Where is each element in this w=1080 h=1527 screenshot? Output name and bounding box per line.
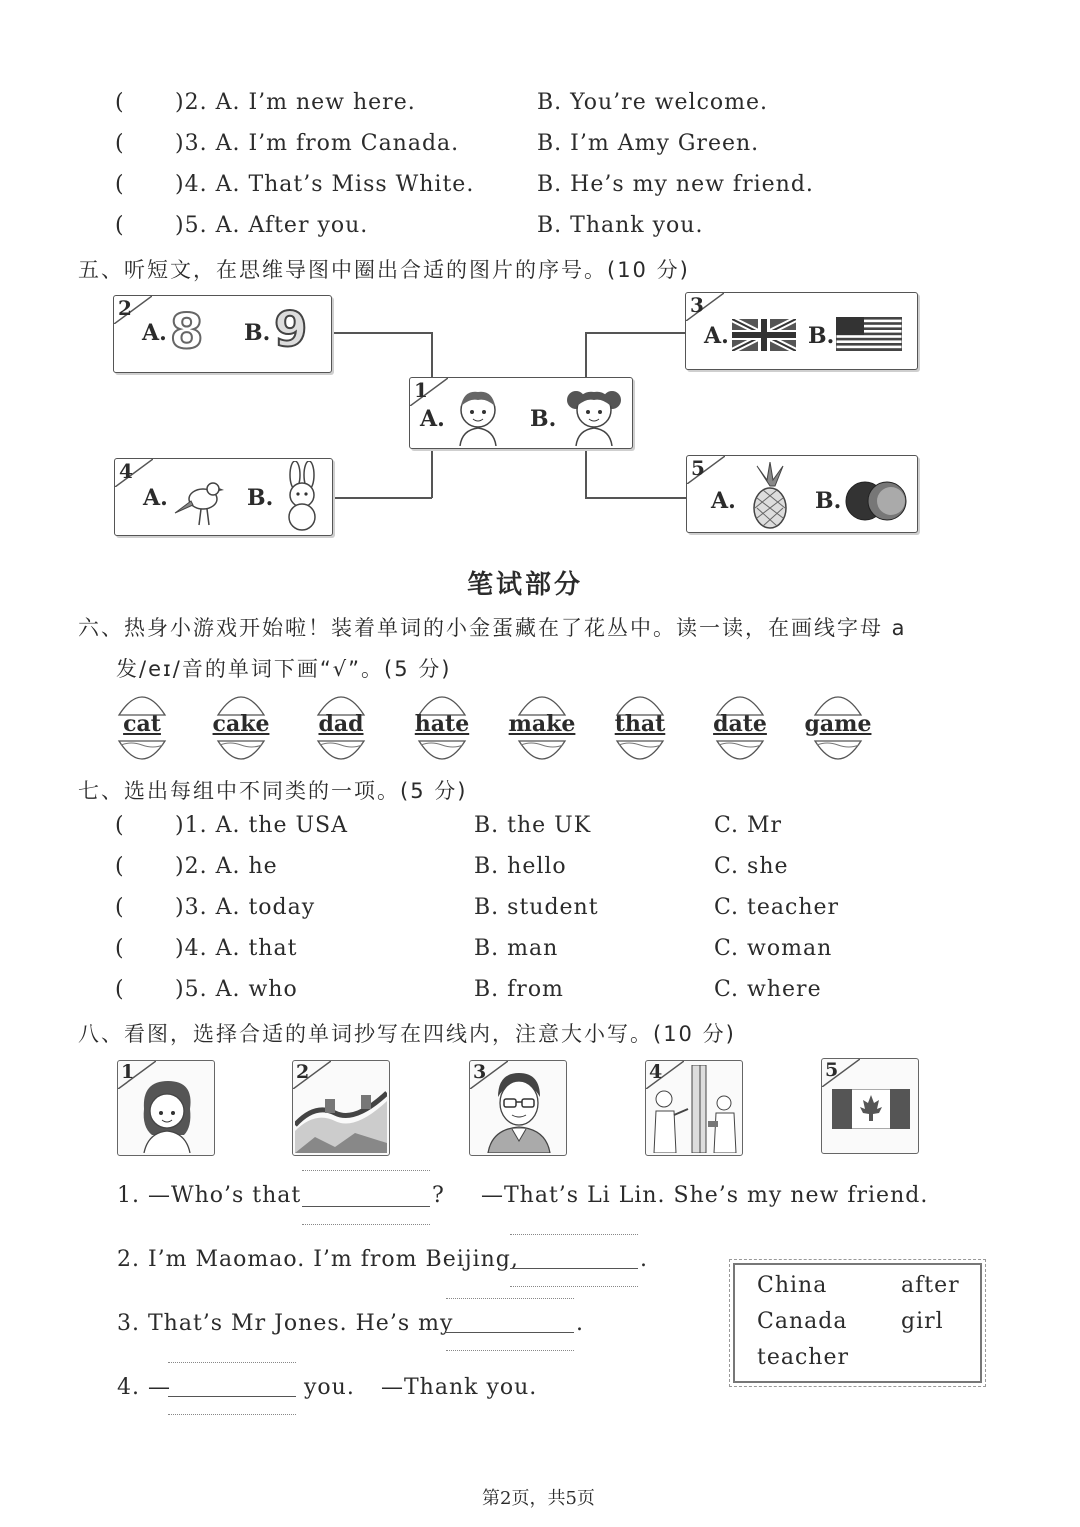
rabbit-icon (275, 461, 327, 533)
box-number: 1 (414, 378, 428, 402)
option-a-label[interactable]: A. (420, 406, 445, 432)
option-a: )2. A. he (175, 854, 278, 879)
man-with-glasses-icon (482, 1067, 556, 1153)
sentence-4-start: 4. — (117, 1375, 171, 1400)
section5-heading: 五、听短文，在思维导图中圈出合适的图片的序号。(10 分) (78, 258, 690, 282)
option-b-label[interactable]: B. (244, 320, 271, 346)
picture-4 (645, 1060, 743, 1156)
answer-paren[interactable]: ( (115, 813, 125, 838)
option-a-label[interactable]: A. (704, 323, 729, 349)
mindmap-box-2 (113, 295, 332, 373)
bird-icon (173, 473, 225, 529)
sentence-4-reply: —Thank you. (381, 1375, 538, 1400)
girl-icon (562, 382, 626, 446)
writing-guide-line (446, 1298, 574, 1299)
question-5-b: B. Thank you. (537, 213, 704, 238)
picture-1 (117, 1060, 215, 1156)
connector (585, 497, 686, 499)
question-4-b: B. He’s my new friend. (537, 172, 814, 197)
answer-blank-3[interactable] (446, 1316, 574, 1333)
section6-heading-line2: 发/eɪ/音的单词下画“√”。(5 分) (116, 657, 452, 681)
option-c: C. Mr (714, 813, 783, 838)
option-b: B. the UK (474, 813, 592, 838)
option-a-label[interactable]: A. (142, 320, 167, 346)
word-bank-item: after (901, 1273, 960, 1298)
sentence-1-reply: —That’s Li Lin. She’s my new friend. (481, 1183, 929, 1208)
picture-3 (469, 1060, 567, 1156)
boy-icon (450, 384, 506, 446)
written-part-title: 笔试部分 (467, 570, 584, 600)
option-b: B. student (474, 895, 599, 920)
connector (585, 332, 587, 378)
connector (431, 332, 433, 378)
question-2-a: )2. A. I’m new here. (175, 90, 416, 115)
option-a-label[interactable]: A. (143, 485, 168, 511)
box-number: 4 (119, 459, 133, 483)
egg-word[interactable]: cat (123, 711, 161, 737)
writing-guide-line (510, 1234, 638, 1235)
option-b-label[interactable]: B. (808, 323, 835, 349)
question-5-a: )5. A. After you. (175, 213, 369, 238)
section6-heading-line1: 六、热身小游戏开始啦！装着单词的小金蛋藏在了花丛中。读一读，在画线字母 a (78, 616, 907, 640)
answer-paren[interactable]: ( (115, 895, 125, 920)
page-number: 第2页，共5页 (482, 1488, 595, 1509)
mindmap-box-3 (685, 292, 918, 370)
egg-word[interactable]: dad (318, 711, 364, 737)
writing-guide-line (302, 1170, 430, 1171)
option-a: )4. A. that (175, 936, 298, 961)
box-number: 3 (690, 293, 704, 317)
egg-word[interactable]: cake (212, 711, 270, 737)
sentence-4-you: you. (304, 1375, 355, 1400)
door-people-icon (648, 1065, 740, 1153)
sentence-3-period: . (576, 1311, 584, 1336)
mindmap-box-4 (114, 458, 333, 536)
canada-flag-icon (832, 1089, 910, 1129)
sentence-2-period: . (640, 1247, 648, 1272)
question-3-b: B. I’m Amy Green. (537, 131, 760, 156)
sentence-3-start: 3. That’s Mr Jones. He’s my (117, 1311, 454, 1336)
word-bank-item: teacher (757, 1345, 850, 1370)
picture-number: 1 (121, 1061, 135, 1083)
section7-heading: 七、选出每组中不同类的一项。(5 分) (78, 779, 468, 803)
usa-flag-icon (836, 317, 902, 351)
option-a: )3. A. today (175, 895, 316, 920)
writing-guide-line (446, 1350, 574, 1351)
question-3-a: )3. A. I’m from Canada. (175, 131, 460, 156)
pineapple-icon (737, 462, 803, 530)
answer-paren[interactable]: ( (115, 977, 125, 1002)
answer-paren[interactable]: ( (115, 213, 125, 238)
option-b-label[interactable]: B. (530, 406, 557, 432)
picture-5 (821, 1058, 919, 1154)
connector (331, 497, 432, 499)
option-c: C. she (714, 854, 789, 879)
word-bank-item: girl (901, 1309, 944, 1334)
answer-paren[interactable]: ( (115, 936, 125, 961)
egg-word[interactable]: that (614, 711, 666, 737)
writing-guide-line (510, 1286, 638, 1287)
word-bank-item: Canada (757, 1309, 848, 1334)
picture-2 (292, 1060, 390, 1156)
picture-number: 2 (296, 1061, 310, 1083)
word-bank (733, 1263, 982, 1383)
sentence-1-qmark: ? (432, 1183, 445, 1208)
oranges-icon (843, 478, 911, 524)
option-c: C. where (714, 977, 822, 1002)
answer-blank-1[interactable] (302, 1188, 430, 1207)
option-a-label[interactable]: A. (711, 488, 736, 514)
question-4-a: )4. A. That’s Miss White. (175, 172, 475, 197)
option-c: C. woman (714, 936, 833, 961)
sentence-2-start: 2. I’m Maomao. I’m from Beijing, (117, 1247, 519, 1272)
box-number: 2 (118, 296, 132, 320)
egg-word[interactable]: game (804, 711, 872, 737)
option-b: B. man (474, 936, 559, 961)
answer-blank-2[interactable] (510, 1252, 638, 1269)
answer-blank-4[interactable] (168, 1380, 296, 1397)
option-a: )1. A. the USA (175, 813, 348, 838)
option-b: B. hello (474, 854, 567, 879)
sentence-1-start: 1. —Who’s that (117, 1183, 302, 1208)
question-2-b: B. You’re welcome. (537, 90, 769, 115)
picture-number: 5 (825, 1059, 839, 1081)
picture-number: 3 (473, 1061, 487, 1083)
egg-word[interactable]: make (508, 711, 576, 737)
mindmap-box-1 (409, 377, 633, 449)
connector (585, 332, 686, 334)
picture-number: 4 (649, 1061, 663, 1083)
option-b: B. from (474, 977, 564, 1002)
option-a: )5. A. who (175, 977, 298, 1002)
uk-flag-icon (732, 319, 796, 351)
option-b-label[interactable]: B. (815, 488, 842, 514)
box-number: 5 (691, 456, 705, 480)
egg-word[interactable]: date (713, 711, 767, 737)
writing-guide-line (302, 1224, 430, 1225)
connector (431, 448, 433, 498)
connector (331, 332, 432, 334)
section8-heading: 八、看图，选择合适的单词抄写在四线内，注意大小写。(10 分) (78, 1022, 736, 1046)
answer-paren[interactable]: ( (115, 172, 125, 197)
number-8-icon: 8 (170, 304, 204, 360)
egg-word[interactable]: hate (414, 711, 470, 737)
mindmap-box-5 (686, 455, 918, 533)
girl-portrait-icon (132, 1075, 202, 1153)
option-b-label[interactable]: B. (247, 485, 274, 511)
writing-guide-line (168, 1414, 296, 1415)
option-c: C. teacher (714, 895, 840, 920)
answer-paren[interactable]: ( (115, 131, 125, 156)
word-bank-item: China (757, 1273, 828, 1298)
number-9-icon: 9 (274, 302, 308, 358)
answer-paren[interactable]: ( (115, 854, 125, 879)
writing-guide-line (168, 1362, 296, 1363)
answer-paren[interactable]: ( (115, 90, 125, 115)
great-wall-icon (295, 1081, 387, 1153)
connector (585, 448, 587, 498)
